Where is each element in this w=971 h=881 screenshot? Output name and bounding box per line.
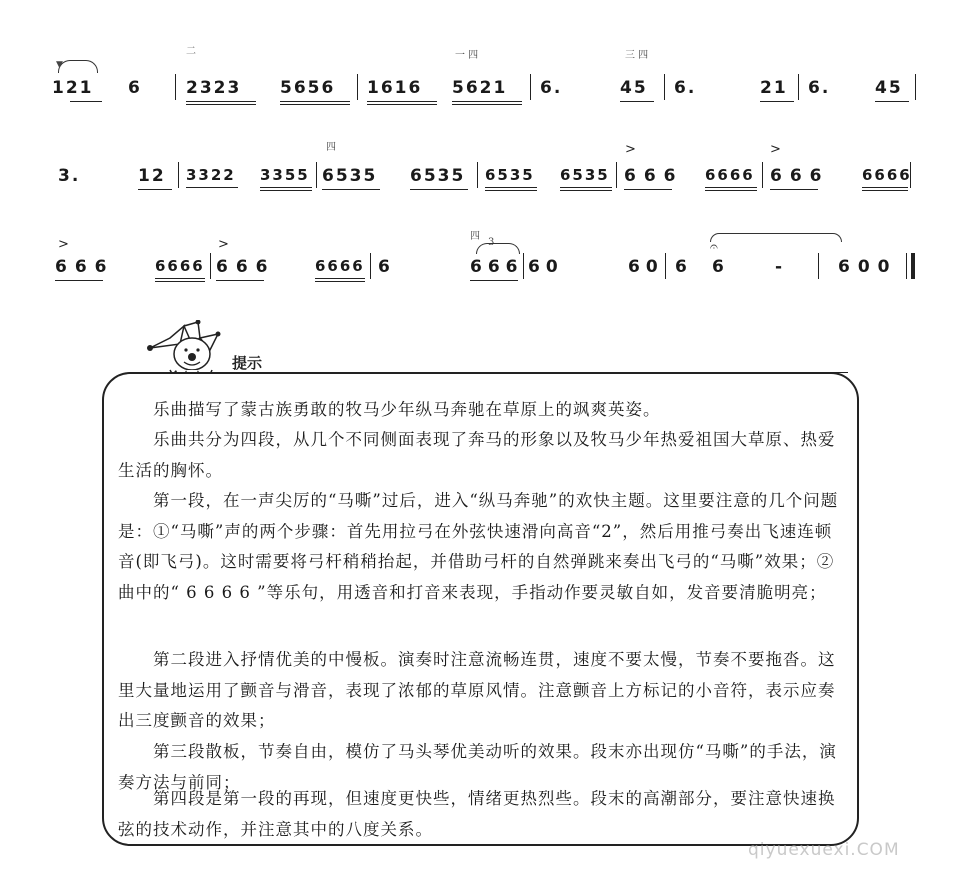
tip-paragraph: 乐曲共分为四段，从几个不同侧面表现了奔马的形象以及牧马少年热爱祖国大草原、热爱生活的胸怀。 <box>118 430 836 480</box>
underline <box>155 281 205 282</box>
underline <box>770 189 818 190</box>
note-group: 21 <box>760 78 788 98</box>
barline <box>357 74 358 100</box>
note-group: 5656 <box>280 78 336 98</box>
underline <box>875 101 909 102</box>
underline <box>70 101 102 102</box>
tie-mark <box>58 60 98 73</box>
barline <box>664 74 665 100</box>
barline <box>910 162 911 188</box>
underline <box>560 187 612 188</box>
tie-mark <box>710 233 842 242</box>
note-group: 121 <box>52 78 94 98</box>
tip-paragraph: 第一段，在一声尖厉的“马嘶”过后，进入“纵马奔驰”的欢快主题。这里要注意的几个问题是：①“马嘶”声的两个步骤：首先用拉弓在外弦快速滑向高音“2”，然后用推弓奏出飞速连顿音(即飞弓)。这时需要将弓杆稍稍抬起，并借助弓杆的自然弹跳来奏出飞弓的“马嘶”效果；②曲中的“ 6 6 6 6 ”等乐句，用透音和打音来表现，手指动作要灵敏自如，发音要清脆明亮； <box>118 491 839 602</box>
tie-mark <box>476 243 520 254</box>
underline <box>624 189 672 190</box>
barline <box>915 74 916 100</box>
note-group: 6535 <box>485 166 535 184</box>
underline <box>452 101 522 102</box>
fingering-mark: ▼ <box>56 60 63 70</box>
score-row-3 <box>0 225 971 295</box>
barline <box>530 74 531 100</box>
note-group: 5621 <box>452 78 508 98</box>
note-group: 6. <box>808 78 831 98</box>
score-row-1 <box>0 40 971 110</box>
note-group: 60 <box>628 257 664 277</box>
barline <box>178 162 179 188</box>
fingering-mark: 3 <box>488 237 495 248</box>
tip-title: 提示 <box>232 354 263 372</box>
fingering-mark: 四 <box>470 231 480 242</box>
underline <box>760 101 794 102</box>
note-group: 6535 <box>410 166 466 186</box>
note-group: 666 <box>216 257 276 277</box>
note-group: 3. <box>58 166 81 186</box>
underline <box>560 190 612 191</box>
fingering-mark: 四 <box>326 142 336 153</box>
underline <box>452 104 522 105</box>
underline <box>705 187 757 188</box>
tip-paragraph: 第二段进入抒情优美的中慢板。演奏时注意流畅连贯，速度不要太慢，节奏不要拖沓。这里大量地运用了颤音与滑音，表现了浓郁的草原风情。注意颤音上方标记的小音符，表示应奏出三度颤音的效果； <box>118 650 836 730</box>
note-group: 6666 <box>155 257 205 275</box>
note-group: 666 <box>55 257 115 277</box>
note-group: 6. <box>674 78 697 98</box>
underline <box>280 104 350 105</box>
underline <box>485 187 537 188</box>
tip-paragraph: 第三段散板，节奏自由，模仿了马头琴优美动听的效果。段末亦出现仿“马嘶”的手法，演奏方法与前同； <box>118 742 837 792</box>
underline <box>315 281 365 282</box>
barline <box>370 253 371 279</box>
underline <box>186 187 238 188</box>
note-group: 45 <box>620 78 648 98</box>
note-group: 6666 <box>315 257 365 275</box>
underline <box>315 278 365 279</box>
barline <box>477 162 478 188</box>
note-group: 666 <box>624 166 684 186</box>
fingering-mark: 二 <box>186 46 196 57</box>
underline <box>322 189 380 190</box>
barline <box>616 162 617 188</box>
note-group: 45 <box>875 78 903 98</box>
fermata-mark: 𝄐 <box>710 239 718 255</box>
score-row-2 <box>0 130 971 200</box>
note-group: - <box>775 257 785 277</box>
barline <box>798 74 799 100</box>
fingering-mark: 一 四 <box>455 50 479 61</box>
barline <box>175 74 176 100</box>
accent-mark: > <box>58 237 69 252</box>
note-group: 60 <box>528 257 564 277</box>
barline <box>523 253 524 279</box>
underline <box>485 190 537 191</box>
underline <box>470 280 518 281</box>
fingering-mark: 三 四 <box>625 50 649 61</box>
note-group: 6 <box>128 78 142 98</box>
accent-mark: > <box>218 237 229 252</box>
note-group: 1616 <box>367 78 423 98</box>
underline <box>280 101 350 102</box>
barline <box>665 253 666 279</box>
note-group: 666 <box>470 257 524 277</box>
underline <box>186 101 256 102</box>
underline <box>155 278 205 279</box>
note-group: 6 <box>378 257 392 277</box>
barline <box>316 162 317 188</box>
note-group: 6535 <box>322 166 378 186</box>
note-group: 6535 <box>560 166 610 184</box>
note-group: 6 <box>675 257 689 277</box>
underline <box>186 104 256 105</box>
barline <box>762 162 763 188</box>
note-group: 600 <box>838 257 898 277</box>
note-group: 666 <box>770 166 830 186</box>
underline <box>705 190 757 191</box>
final-barline <box>906 253 907 279</box>
underline <box>410 189 468 190</box>
underline <box>367 104 437 105</box>
underline <box>367 101 437 102</box>
final-barline <box>911 253 915 279</box>
note-group: 6666 <box>705 166 755 184</box>
note-group: 6 <box>712 257 726 277</box>
watermark: qiyuexuexi.COM <box>748 840 900 860</box>
underline <box>216 280 264 281</box>
barline <box>818 253 819 279</box>
underline <box>55 280 103 281</box>
barline <box>210 253 211 279</box>
underline <box>862 187 908 188</box>
underline <box>260 187 312 188</box>
divider <box>228 372 848 373</box>
accent-mark: > <box>770 142 781 157</box>
note-group: 3322 <box>186 166 236 184</box>
tip-paragraph: 第四段是第一段的再现，但速度更快些，情绪更热烈些。段末的高潮部分，要注意快速换弦的技术动作，并注意其中的八度关系。 <box>118 789 836 839</box>
tip-paragraph: 乐曲描写了蒙古族勇敢的牧马少年纵马奔驰在草原上的飒爽英姿。 <box>118 400 661 419</box>
underline <box>260 190 312 191</box>
accent-mark: > <box>625 142 636 157</box>
note-group: 3355 <box>260 166 310 184</box>
note-group: 12 <box>138 166 166 186</box>
underline <box>620 101 654 102</box>
note-group: 2323 <box>186 78 242 98</box>
underline <box>862 190 908 191</box>
note-group: 6666 <box>862 166 912 184</box>
note-group: 6. <box>540 78 563 98</box>
underline <box>138 189 172 190</box>
